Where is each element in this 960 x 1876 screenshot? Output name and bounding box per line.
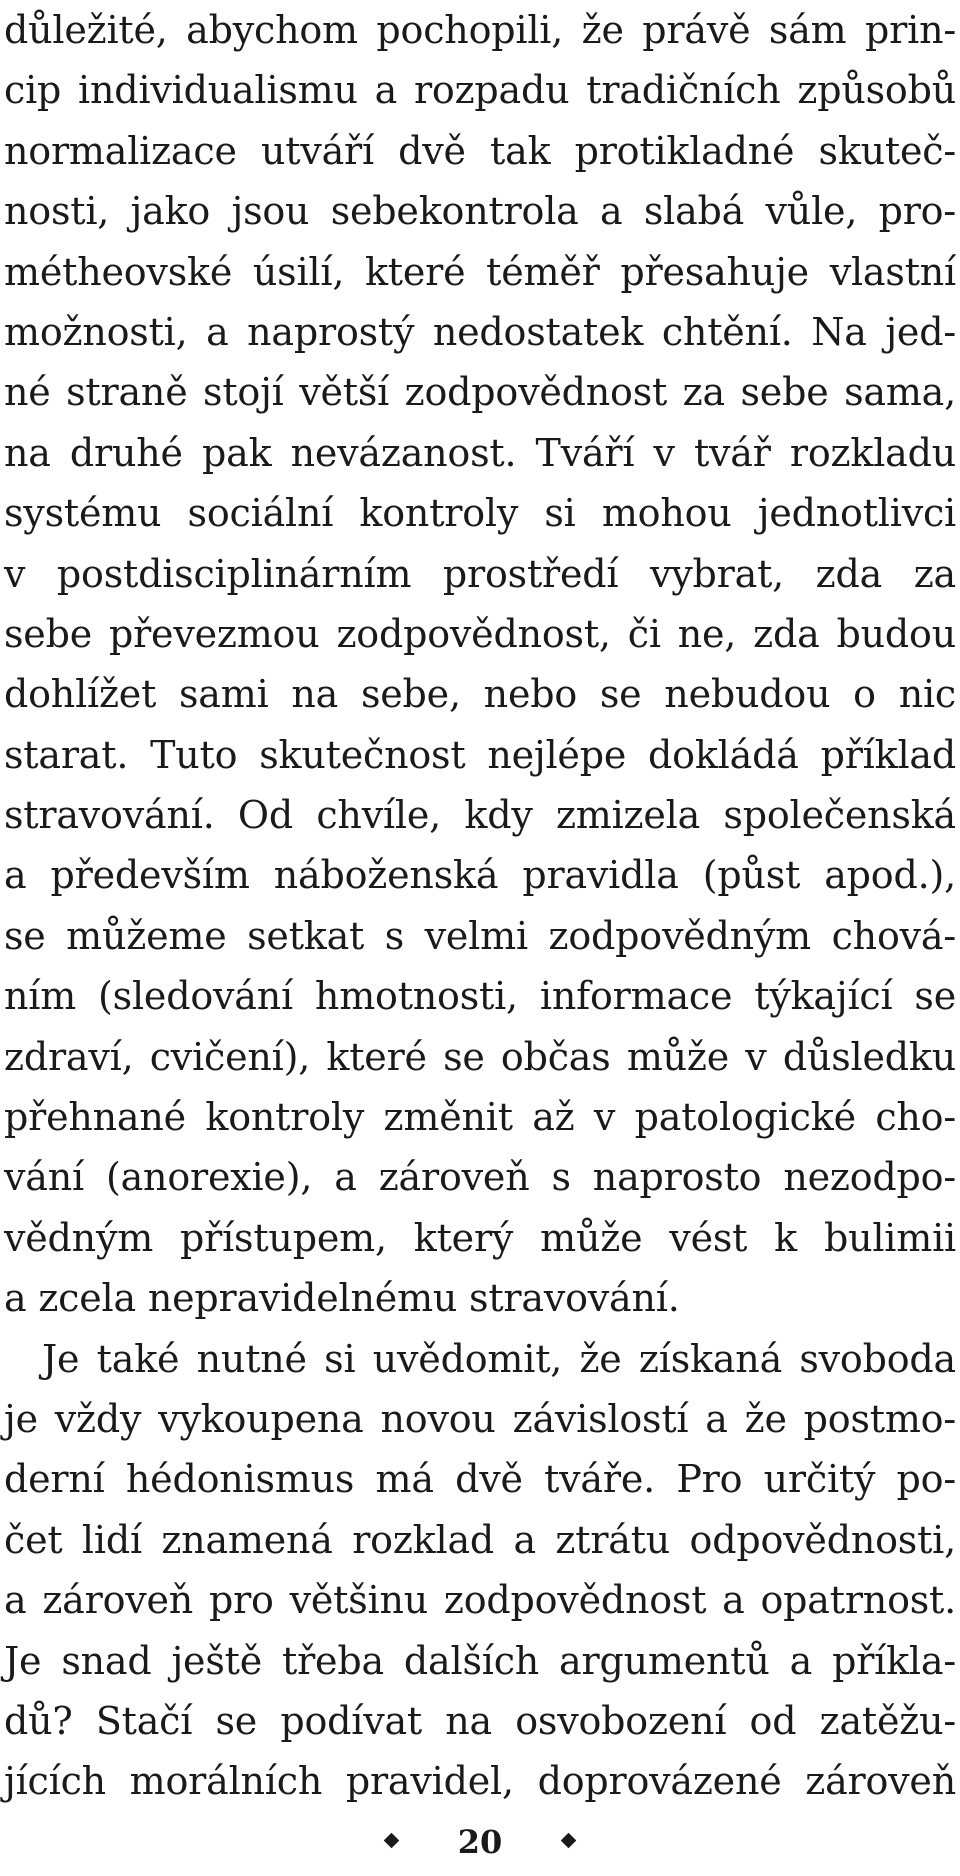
text-line: přehnané kontroly změnit až v patologické cho- — [4, 1095, 956, 1140]
text-line: vání (anorexie), a zároveň s naprosto nezodpo- — [4, 1155, 956, 1200]
text-line: stravování. Od chvíle, kdy zmizela společenská — [4, 793, 956, 838]
text-line: normalizace utváří dvě tak protikladné skuteč- — [4, 128, 956, 173]
page-footer — [0, 1822, 960, 1862]
text-line: Je snad ještě třeba dalších argumentů a příkla- — [4, 1638, 956, 1683]
text-line: čet lidí znamená rozklad a ztrátu odpovědnosti, — [4, 1517, 956, 1562]
diamond-ornament-icon — [561, 1833, 577, 1849]
text-line: derní hédonismus má dvě tváře. Pro určitý po- — [4, 1457, 956, 1502]
text-line: a zároveň pro většinu zodpovědnost a opatrnost. — [4, 1578, 956, 1623]
text-line: důležité, abychom pochopili, že právě sám prin- — [4, 8, 956, 52]
body-text — [4, 0, 956, 1812]
diamond-ornament-icon — [383, 1833, 399, 1849]
text-line: možnosti, a naprostý nedostatek chtění. Na jed- — [4, 309, 956, 354]
text-line: zdraví, cvičení), které se občas může v důsledku — [4, 1034, 956, 1079]
text-line: métheovské úsilí, které téměř přesahuje vlastní — [4, 249, 956, 294]
text-line: dů? Stačí se podívat na osvobození od zatěžu- — [4, 1698, 956, 1743]
page-number: 20 — [457, 1823, 503, 1861]
text-line: cip individualismu a rozpadu tradičních způsobů — [4, 68, 956, 113]
text-line: vědným přístupem, který může vést k bulimii — [4, 1215, 956, 1260]
text-line: nosti, jako jsou sebekontrola a slabá vůle, pro- — [4, 189, 956, 234]
text-line: se můžeme setkat s velmi zodpovědným chová- — [4, 913, 956, 958]
text-line: jících morálních pravidel, doprovázené zároveň — [4, 1759, 956, 1804]
text-line: dohlížet sami na sebe, nebo se nebudou o nic — [4, 672, 956, 717]
paragraph-start-line: Je také nutné si uvědomit, že získaná svoboda — [42, 1336, 956, 1381]
text-line: systému sociální kontroly si mohou jednotlivci — [4, 491, 956, 536]
text-line: ním (sledování hmotnosti, informace týkající se — [4, 974, 956, 1019]
text-line: na druhé pak nevázanost. Tváří v tvář rozkladu — [4, 430, 956, 475]
text-line: sebe převezmou zodpovědnost, či ne, zda budou — [4, 611, 956, 656]
text-line: né straně stojí větší zodpovědnost za sebe sama, — [4, 370, 956, 415]
text-line: a především náboženská pravidla (půst apod.), — [4, 853, 956, 898]
text-line: starat. Tuto skutečnost nejlépe dokládá příklad — [4, 732, 956, 777]
text-line: je vždy vykoupena novou závislostí a že postmo- — [4, 1396, 956, 1441]
text-line: v postdisciplinárním prostředí vybrat, zda za — [4, 551, 956, 596]
paragraph-end-line: a zcela nepravidelnému stravování. — [4, 1276, 680, 1321]
